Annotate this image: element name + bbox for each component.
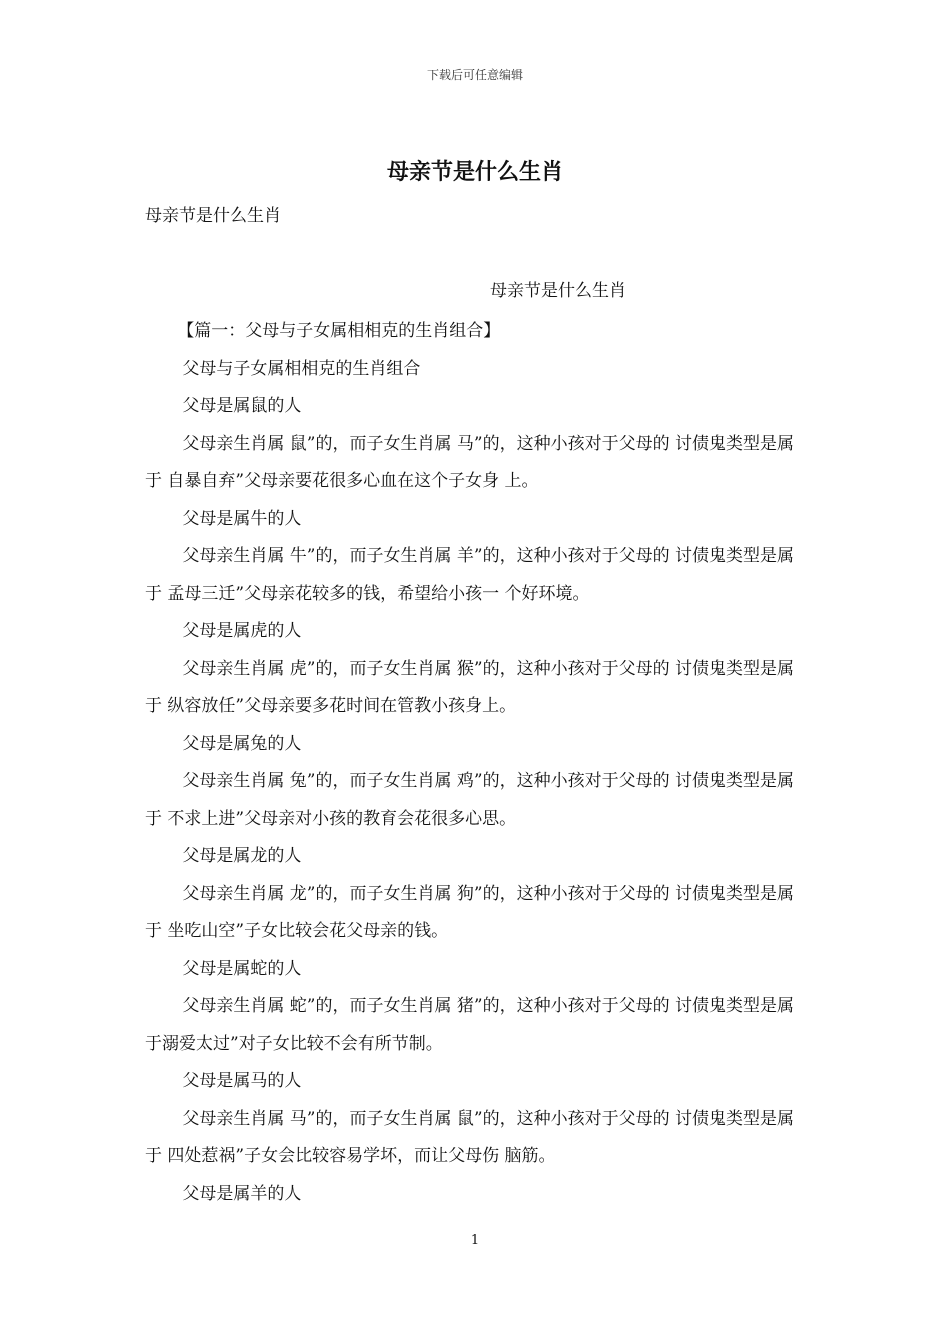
- paragraph: 父母亲生肖属 马”的，而子女生肖属 鼠”的，这种小孩对于父母的 讨债鬼类型是属于 四处惹祸”子女会比较容易学坏，而让父母伤 脑筋。: [145, 1108, 794, 1166]
- paragraph: 父母亲生肖属 鼠”的，而子女生肖属 马”的，这种小孩对于父母的 讨债鬼类型是属于 自暴自弃”父母亲要花很多心血在这个子女身 上。: [145, 433, 794, 491]
- document-subtitle: 母亲节是什么生肖: [145, 206, 281, 226]
- document-body: [145, 313, 810, 1213]
- page-number: 1: [470, 1233, 480, 1248]
- document-title: 母亲节是什么生肖: [386, 159, 563, 185]
- paragraph: 父母是属蛇的人: [182, 958, 302, 979]
- paragraph: 父母亲生肖属 兔”的，而子女生肖属 鸡”的，这种小孩对于父母的 讨债鬼类型是属于 不求上进”父母亲对小孩的教育会花很多心思。: [145, 771, 794, 829]
- paragraph: 父母是属鼠的人: [182, 396, 302, 416]
- paragraph: 父母亲生肖属 蛇”的，而子女生肖属 猪”的，这种小孩对于父母的 讨债鬼类型是属于溺爱太过”对子女比较不会有所节制。: [145, 996, 794, 1054]
- paragraph: 父母与子女属相相克的生肖组合: [182, 358, 421, 379]
- paragraph: 父母是属虎的人: [182, 621, 302, 641]
- paragraph: 父母是属羊的人: [182, 1183, 302, 1204]
- paragraph: 父母是属龙的人: [182, 846, 302, 866]
- centered-heading: 母亲节是什么生肖: [490, 281, 626, 301]
- paragraph: 父母亲生肖属 牛”的，而子女生肖属 羊”的，这种小孩对于父母的 讨债鬼类型是属于 孟母三迁”父母亲花较多的钱，希望给小孩一 个好环境。: [145, 546, 794, 604]
- paragraph: 父母亲生肖属 龙”的，而子女生肖属 狗”的，这种小孩对于父母的 讨债鬼类型是属于 坐吃山空”子女比较会花父母亲的钱。: [145, 883, 794, 941]
- paragraph: 父母是属马的人: [182, 1071, 302, 1091]
- page-header: 下载后可任意编辑: [426, 68, 523, 82]
- paragraph: 父母是属兔的人: [182, 733, 302, 754]
- paragraph: 父母是属牛的人: [182, 508, 302, 529]
- section-heading: 【篇一：父母与子女属相相克的生肖组合】: [177, 321, 501, 341]
- paragraph: 父母亲生肖属 虎”的，而子女生肖属 猴”的，这种小孩对于父母的 讨债鬼类型是属于 纵容放任”父母亲要多花时间在管教小孩身上。: [145, 658, 794, 716]
